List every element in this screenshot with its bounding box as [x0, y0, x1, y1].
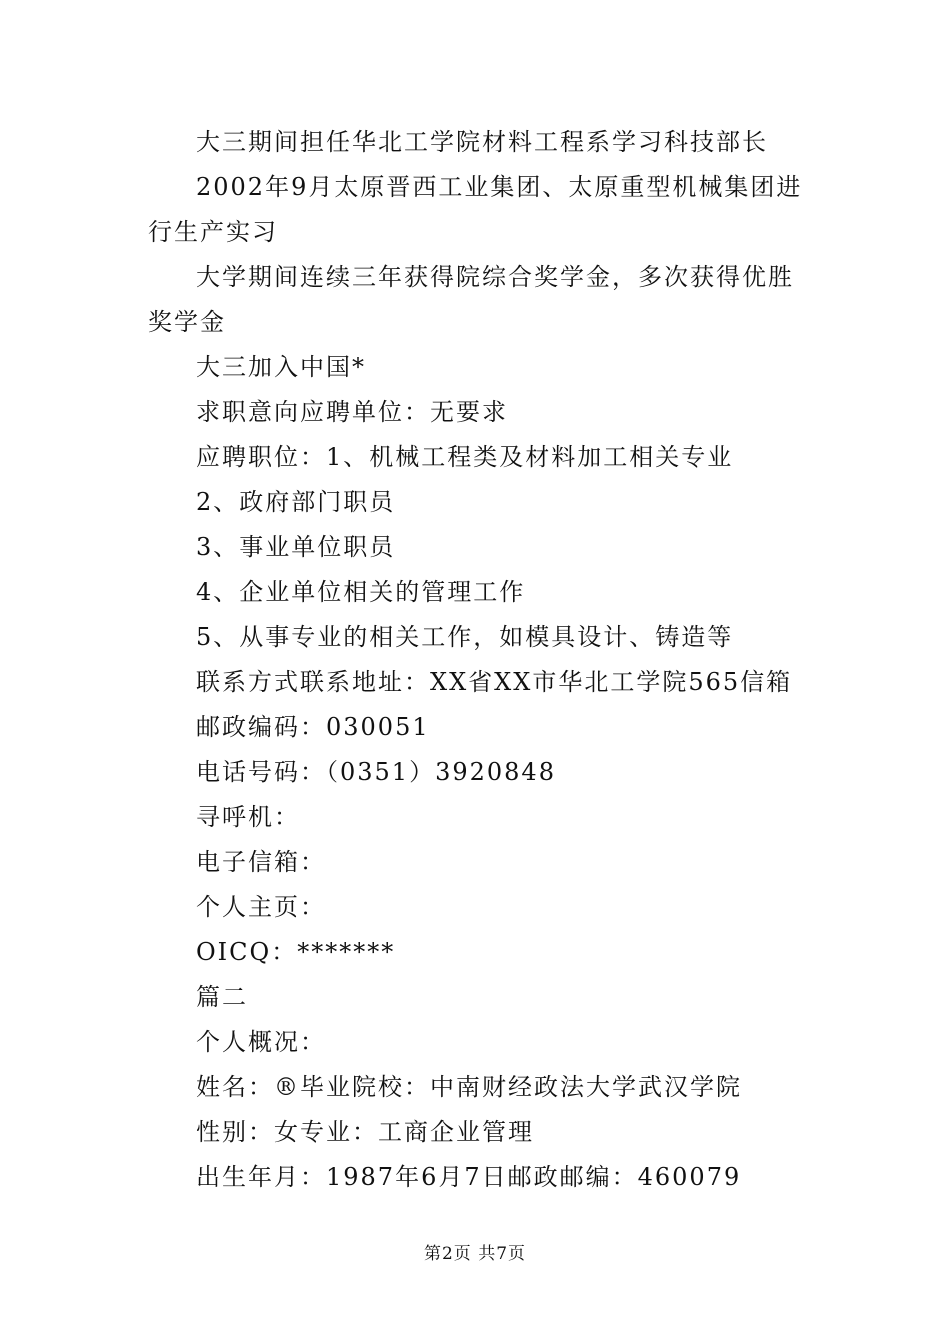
text-line: 联系方式联系地址：XX省XX市华北工学院565信箱 — [196, 668, 793, 696]
text-line: 应聘职位：1、机械工程类及材料加工相关专业 — [196, 443, 734, 471]
page-footer — [0, 1242, 950, 1266]
text-line: 4、企业单位相关的管理工作 — [196, 578, 526, 606]
text-line: 大三加入中国* — [196, 353, 366, 381]
text-line: OICQ：******* — [196, 938, 396, 966]
text-line: 寻呼机： — [196, 803, 300, 831]
section-heading: 篇二 — [196, 983, 248, 1011]
text-line: 出生年月：1987年6月7日邮政邮编：460079 — [196, 1163, 742, 1191]
text-line: 5、从事专业的相关工作，如模具设计、铸造等 — [196, 623, 734, 651]
text-paragraph: 大学期间连续三年获得院综合奖学金，多次获得优胜奖学金 — [148, 263, 794, 336]
text-line: 姓名：®毕业院校：中南财经政法大学武汉学院 — [196, 1073, 742, 1101]
text-line: 求职意向应聘单位：无要求 — [196, 398, 508, 426]
text-line: 电话号码：（0351）3920848 — [196, 758, 556, 786]
text-paragraph: 2002年9月太原晋西工业集团、太原重型机械集团进行生产实习 — [148, 173, 803, 246]
text-line: 个人主页： — [196, 893, 326, 921]
text-line: 2、政府部门职员 — [196, 488, 396, 516]
text-line: 性别：女专业：工商企业管理 — [196, 1118, 534, 1146]
text-line: 3、事业单位职员 — [196, 533, 396, 561]
text-line: 大三期间担任华北工学院材料工程系学习科技部长 — [196, 128, 768, 156]
document-body — [148, 120, 808, 1200]
text-line: 个人概况： — [196, 1028, 326, 1056]
text-line: 邮政编码：030051 — [196, 713, 430, 741]
text-line: 电子信箱： — [196, 848, 326, 876]
page-number-label: 第2页 共7页 — [423, 1244, 527, 1264]
